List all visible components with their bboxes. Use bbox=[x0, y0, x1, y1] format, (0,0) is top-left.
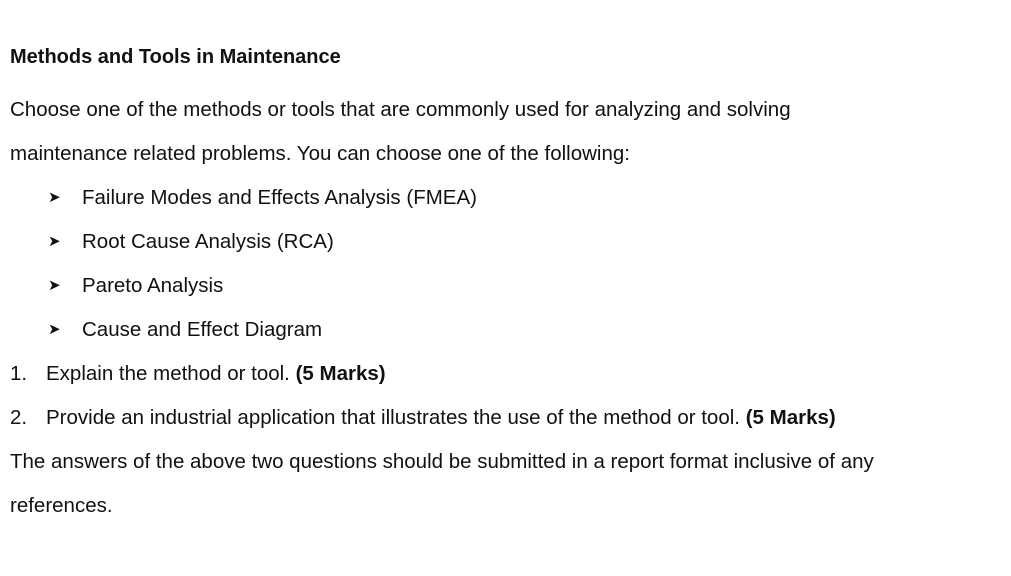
document-body bbox=[10, 44, 1000, 528]
option-label: Failure Modes and Effects Analysis (FMEA) bbox=[82, 186, 477, 209]
option-item-rca bbox=[10, 220, 1000, 264]
arrowhead-bullet-icon: ➤ bbox=[48, 321, 61, 338]
option-label: Cause and Effect Diagram bbox=[82, 318, 323, 341]
question-number: 2. bbox=[10, 406, 28, 429]
closing-line-1: The answers of the above two questions should be submitted in a report format inclusive of any bbox=[10, 450, 874, 473]
option-item-fmea bbox=[10, 176, 1000, 220]
question-marks: (5 Marks) bbox=[745, 406, 836, 429]
document-title: Methods and Tools in Maintenance bbox=[10, 46, 341, 68]
option-label: Root Cause Analysis (RCA) bbox=[82, 230, 334, 253]
question-text bbox=[46, 352, 386, 396]
question-2 bbox=[10, 396, 1000, 440]
option-label: Pareto Analysis bbox=[82, 274, 224, 297]
intro-line-1: Choose one of the methods or tools that are commonly used for analyzing and solving bbox=[10, 98, 791, 121]
option-item-pareto bbox=[10, 264, 1000, 308]
question-text-body: Provide an industrial application that illustrates the use of the method or tool. bbox=[46, 406, 746, 429]
intro-line-2: maintenance related problems. You can choose one of the following: bbox=[10, 142, 630, 165]
question-text bbox=[46, 396, 836, 440]
closing-line-2: references. bbox=[10, 494, 113, 517]
arrowhead-bullet-icon: ➤ bbox=[48, 277, 61, 294]
arrowhead-bullet-icon: ➤ bbox=[48, 233, 61, 250]
option-item-cause-effect bbox=[10, 308, 1000, 352]
question-marks: (5 Marks) bbox=[295, 362, 386, 385]
question-number: 1. bbox=[10, 362, 28, 385]
question-1 bbox=[10, 352, 1000, 396]
arrowhead-bullet-icon: ➤ bbox=[48, 189, 61, 206]
question-text-body: Explain the method or tool. bbox=[46, 362, 296, 385]
